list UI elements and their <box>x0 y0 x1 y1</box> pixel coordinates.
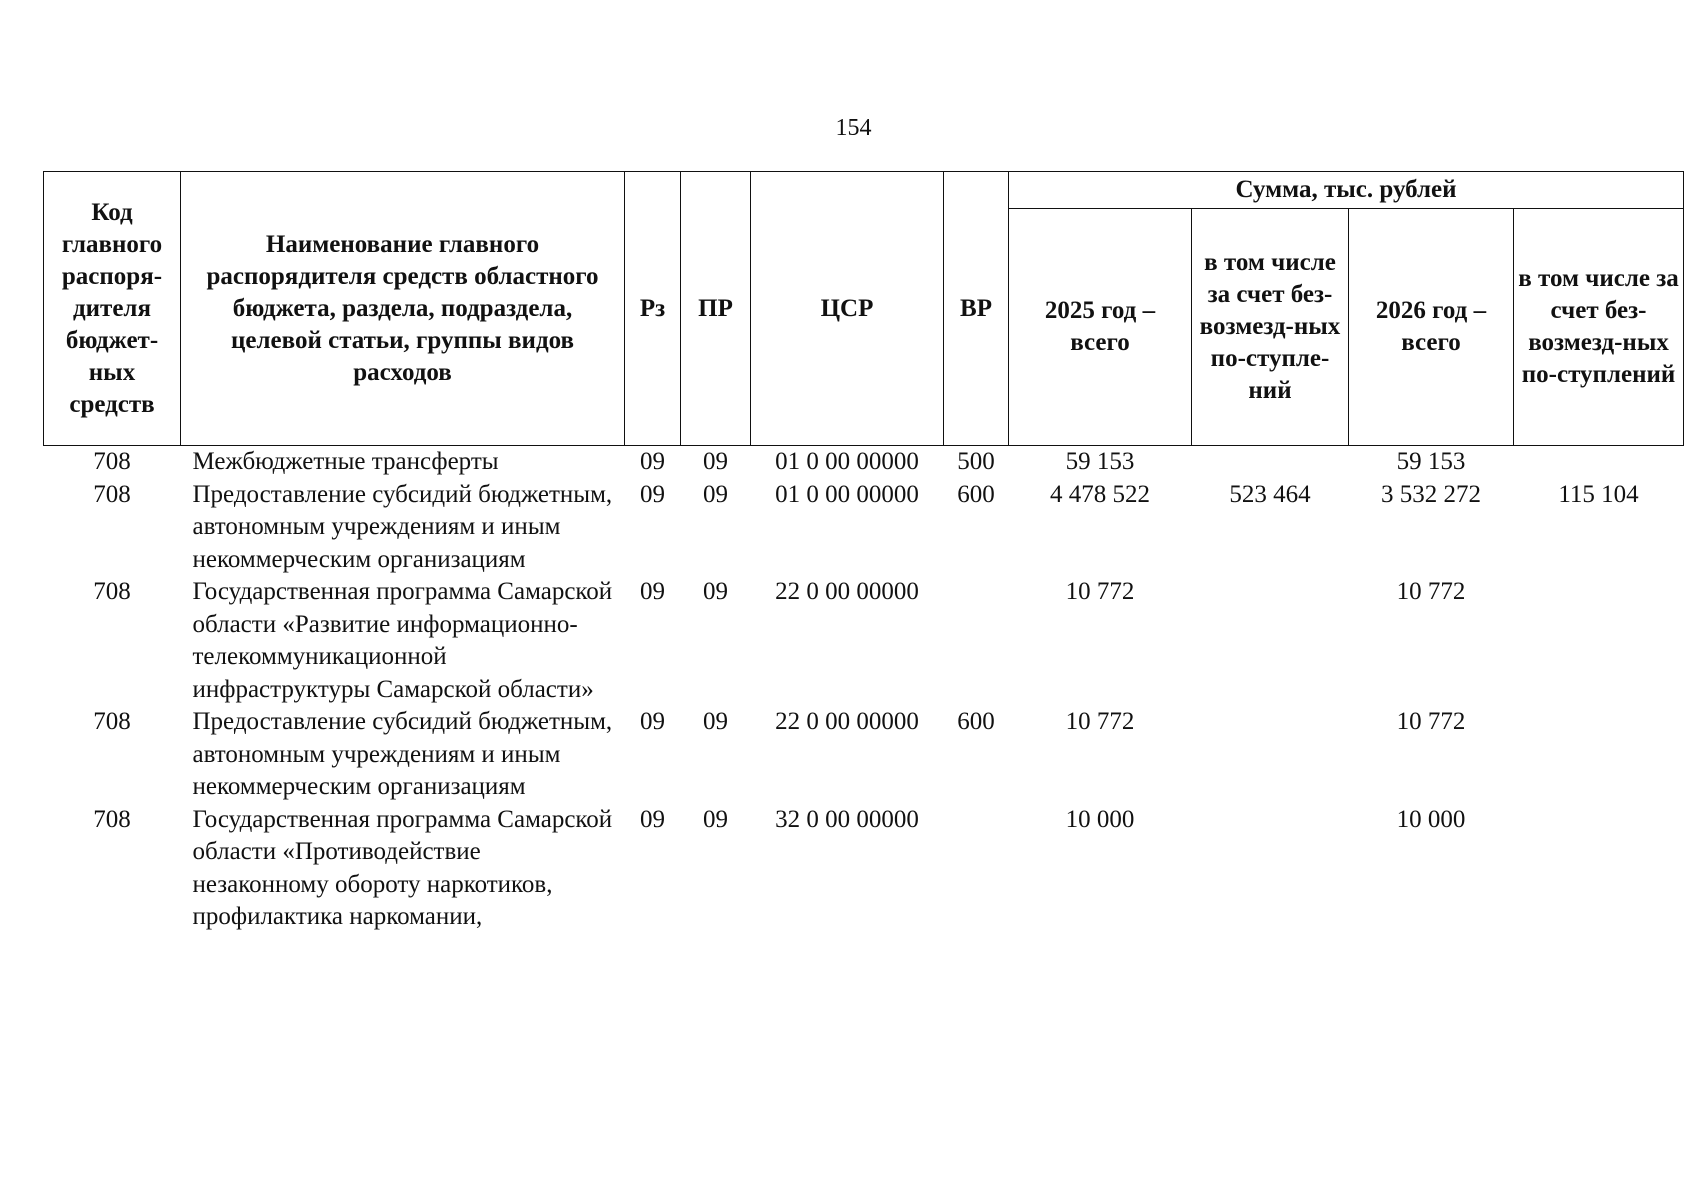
cell-name: Предоставление субсидий бюджетным, автономным учреждениям и иным некоммерческим организациям <box>192 480 613 573</box>
cell-rz: 09 <box>640 805 665 833</box>
cell-code: 708 <box>93 578 131 605</box>
cell-2026-grants <box>1514 576 1684 706</box>
cell-pr: 09 <box>703 480 728 508</box>
cell-code: 708 <box>93 708 131 735</box>
cell-csr: 22 0 00 00000 <box>775 708 919 735</box>
cell-vr: 500 <box>957 448 995 475</box>
cell-2025-total: 10 772 <box>1065 708 1135 735</box>
cell-2025-grants <box>1192 706 1349 804</box>
cell-name: Государственная программа Самарской области «Противодействие незаконному обороту наркотиков, профилактика наркомании, <box>192 805 613 930</box>
header-csr: ЦСР <box>751 172 944 446</box>
table-row <box>44 446 1684 479</box>
cell-2026-total: 10 000 <box>1396 805 1466 833</box>
cell-csr: 32 0 00 00000 <box>775 805 919 833</box>
header-2026-grants: в том числе за счет без-возмезд-ных по-ступлений <box>1514 209 1684 446</box>
cell-vr <box>944 804 1009 934</box>
cell-2026-grants: 115 104 <box>1558 480 1639 508</box>
cell-csr: 01 0 00 00000 <box>775 480 919 508</box>
cell-csr: 22 0 00 00000 <box>775 578 919 605</box>
cell-rz: 09 <box>640 480 665 508</box>
cell-2025-total: 10 772 <box>1065 578 1135 605</box>
cell-2026-total: 10 772 <box>1396 578 1466 605</box>
cell-2025-grants <box>1192 446 1349 479</box>
header-2025-grants: в том числе за счет без-возмезд-ных по-ступле-ний <box>1192 209 1349 446</box>
cell-2026-grants <box>1514 446 1684 479</box>
cell-2026-total: 3 532 272 <box>1381 480 1481 508</box>
cell-2025-total: 10 000 <box>1065 805 1135 833</box>
cell-code: 708 <box>93 805 131 833</box>
cell-pr: 09 <box>703 805 728 833</box>
cell-2025-grants <box>1192 804 1349 934</box>
cell-code: 708 <box>93 480 131 508</box>
header-pr: ПР <box>681 172 751 446</box>
cell-2025-total: 59 153 <box>1065 448 1135 475</box>
cell-csr: 01 0 00 00000 <box>775 448 919 475</box>
cell-name: Предоставление субсидий бюджетным, автономным учреждениям и иным некоммерческим организациям <box>192 708 613 800</box>
budget-table <box>43 171 1684 934</box>
header-vr: ВР <box>944 172 1009 446</box>
cell-2026-grants <box>1514 706 1684 804</box>
page-number: 154 <box>835 115 872 141</box>
cell-2026-grants <box>1514 804 1684 934</box>
cell-2026-total: 10 772 <box>1396 708 1466 735</box>
cell-2025-total: 4 478 522 <box>1050 480 1150 508</box>
header-name: Наименование главного распорядителя средств областного бюджета, раздела, подраздела, целевой статьи, группы видов расходов <box>181 172 625 446</box>
header-2025-total: 2025 год – всего <box>1009 209 1192 446</box>
header-rz: Рз <box>625 172 681 446</box>
header-2026-total: 2026 год – всего <box>1349 209 1514 446</box>
cell-rz: 09 <box>640 708 665 735</box>
cell-code: 708 <box>93 448 131 475</box>
table-body <box>44 446 1684 934</box>
table-row <box>44 576 1684 706</box>
cell-pr: 09 <box>703 578 728 605</box>
table-header <box>44 172 1684 446</box>
cell-2025-grants <box>1192 576 1349 706</box>
cell-rz: 09 <box>640 578 665 605</box>
cell-2026-total: 59 153 <box>1396 448 1466 475</box>
cell-name: Государственная программа Самарской области «Развитие информационно-телекоммуникационной инфраструктуры Самарской области» <box>192 578 613 703</box>
table-row <box>44 706 1684 804</box>
table-row <box>44 804 1684 934</box>
header-code: Код главного распоря-дителя бюджет-ных средств <box>44 172 181 446</box>
cell-pr: 09 <box>703 448 728 475</box>
cell-vr: 600 <box>957 708 995 735</box>
cell-pr: 09 <box>703 708 728 735</box>
cell-vr <box>944 576 1009 706</box>
header-sum-caption: Сумма, тыс. рублей <box>1009 172 1684 209</box>
cell-vr: 600 <box>957 480 995 508</box>
cell-2025-grants: 523 464 <box>1229 480 1311 508</box>
cell-name: Межбюджетные трансферты <box>192 448 499 475</box>
cell-rz: 09 <box>640 448 665 475</box>
table-row <box>44 479 1684 577</box>
